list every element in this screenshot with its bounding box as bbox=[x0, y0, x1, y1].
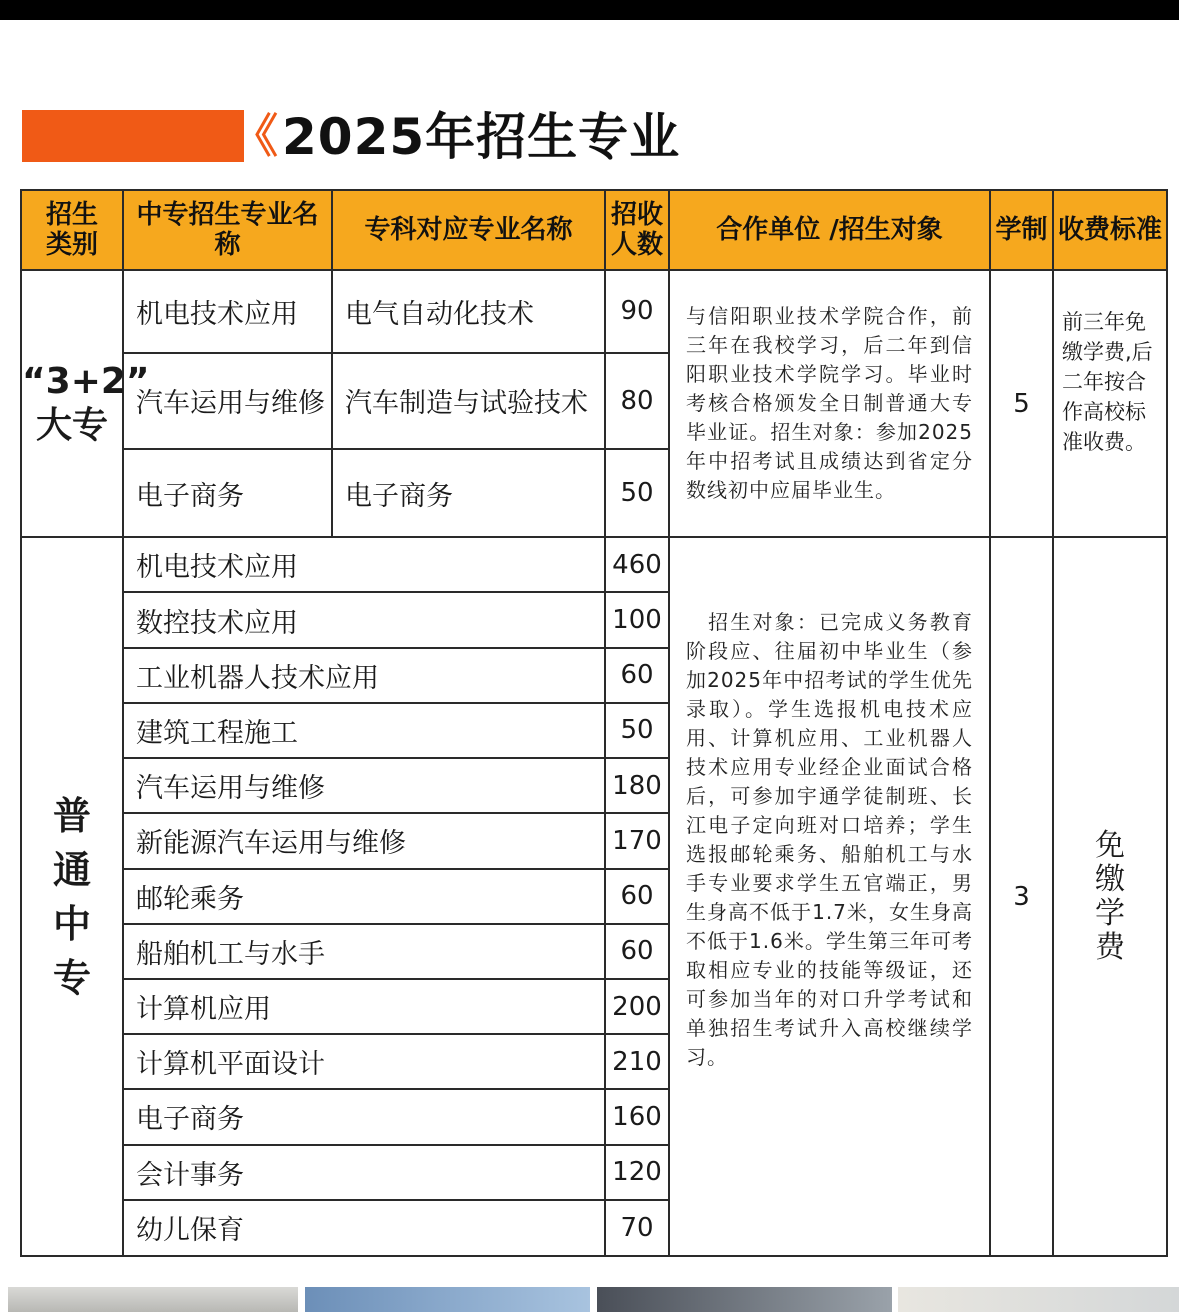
secondary-major-cell: 幼儿保育 bbox=[123, 1200, 605, 1256]
enrollment-count-cell: 460 bbox=[605, 537, 669, 592]
category-32-line2: 大专 bbox=[35, 404, 108, 446]
secondary-major-cell: 会计事务 bbox=[123, 1145, 605, 1200]
top-black-bar bbox=[0, 0, 1179, 20]
photo-strip bbox=[0, 1287, 1179, 1312]
fee-general bbox=[1053, 537, 1167, 1256]
secondary-major-cell: 工业机器人技术应用 bbox=[123, 648, 605, 703]
enrollment-count-cell: 100 bbox=[605, 592, 669, 647]
fee-32: 前三年免缴学费,后二年按合作高校标准收费。 bbox=[1053, 270, 1167, 537]
enrollment-count-cell: 120 bbox=[605, 1145, 669, 1200]
enrollment-count-cell: 70 bbox=[605, 1200, 669, 1256]
enrollment-table bbox=[20, 189, 1168, 1257]
enrollment-count-cell: 50 bbox=[605, 703, 669, 758]
enrollment-count-cell: 210 bbox=[605, 1034, 669, 1089]
header-fee: 收费标准 bbox=[1053, 190, 1167, 270]
college-major-cell: 汽车制造与试验技术 bbox=[332, 353, 605, 449]
header-category: 招生类别 bbox=[21, 190, 123, 270]
category-general bbox=[21, 537, 123, 1256]
title-accent-bar bbox=[22, 110, 244, 162]
enrollment-count-cell: 160 bbox=[605, 1089, 669, 1144]
secondary-major-cell: 计算机应用 bbox=[123, 979, 605, 1034]
secondary-major-cell: 机电技术应用 bbox=[123, 537, 605, 592]
secondary-major-cell: 数控技术应用 bbox=[123, 592, 605, 647]
secondary-major-cell: 建筑工程施工 bbox=[123, 703, 605, 758]
enrollment-count-cell: 180 bbox=[605, 758, 669, 813]
header-college-major: 专科对应专业名称 bbox=[332, 190, 605, 270]
fee-char: 学 bbox=[1095, 895, 1125, 931]
enrollment-count-cell: 60 bbox=[605, 924, 669, 979]
secondary-major-cell: 汽车运用与维修 bbox=[123, 353, 332, 449]
enrollment-count-cell: 50 bbox=[605, 449, 669, 537]
secondary-major-cell: 计算机平面设计 bbox=[123, 1034, 605, 1089]
header-duration: 学制 bbox=[990, 190, 1053, 270]
category-32-line1: “3+2” bbox=[22, 360, 150, 402]
secondary-major-cell: 船舶机工与水手 bbox=[123, 924, 605, 979]
secondary-major-cell: 电子商务 bbox=[123, 449, 332, 537]
college-major-cell: 电气自动化技术 bbox=[332, 270, 605, 352]
enrollment-count-cell: 200 bbox=[605, 979, 669, 1034]
secondary-major-cell: 机电技术应用 bbox=[123, 270, 332, 352]
secondary-major-cell: 电子商务 bbox=[123, 1089, 605, 1144]
enrollment-count-cell: 80 bbox=[605, 353, 669, 449]
table-row bbox=[21, 537, 1167, 592]
fee-char: 免 bbox=[1095, 827, 1125, 863]
fee-char: 费 bbox=[1095, 929, 1125, 965]
header-enrollment: 招收人数 bbox=[605, 190, 669, 270]
title-chevron: 《 bbox=[232, 109, 278, 163]
secondary-major-cell: 邮轮乘务 bbox=[123, 869, 605, 924]
photo-thumbnail bbox=[8, 1287, 298, 1312]
page-title: 2025年招生专业 bbox=[282, 108, 681, 166]
college-major-cell: 电子商务 bbox=[332, 449, 605, 537]
photo-thumbnail bbox=[597, 1287, 892, 1312]
photo-thumbnail bbox=[305, 1287, 590, 1312]
partner-description-general: 招生对象：已完成义务教育阶段应、往届初中毕业生（参加2025年中招考试的学生优先录取）。学生选报机电技术应用、计算机应用、工业机器人技术应用专业经企业面试合格后，可参加宇通学徒制班、长江电子定向班对口培养；学生选报邮轮乘务、船舶机工与水手专业要求学生五官端正，男生身高不低于1.7米，女生身高不低于1.6米。学生第三年可考取相应专业的技能等级证，还可参加当年的对口升学考试和单独招生考试升入高校继续学习。 bbox=[669, 537, 990, 1256]
photo-thumbnail bbox=[898, 1287, 1179, 1312]
secondary-major-cell: 新能源汽车运用与维修 bbox=[123, 813, 605, 868]
duration-general: 3 bbox=[990, 537, 1053, 1256]
enrollment-count-cell: 60 bbox=[605, 648, 669, 703]
duration-32: 5 bbox=[990, 270, 1053, 537]
header-partner: 合作单位 /招生对象 bbox=[669, 190, 990, 270]
fee-char: 缴 bbox=[1095, 861, 1125, 897]
secondary-major-cell: 汽车运用与维修 bbox=[123, 758, 605, 813]
partner-description-32: 与信阳职业技术学院合作，前三年在我校学习，后二年到信阳职业技术学院学习。毕业时考核合格颁发全日制普通大专毕业证。招生对象：参加2025年中招考试且成绩达到省定分数线初中应届毕业生。 bbox=[669, 270, 990, 537]
enrollment-count-cell: 90 bbox=[605, 270, 669, 352]
header-row bbox=[21, 190, 1167, 270]
category-char: 中 bbox=[52, 901, 91, 946]
enrollment-count-cell: 60 bbox=[605, 869, 669, 924]
category-32 bbox=[21, 270, 150, 537]
category-char: 专 bbox=[52, 955, 91, 1000]
category-char: 普 bbox=[52, 793, 91, 838]
category-char: 通 bbox=[52, 847, 91, 892]
table-row bbox=[21, 270, 1167, 352]
header-secondary-major: 中专招生专业名称 bbox=[123, 190, 332, 270]
enrollment-count-cell: 170 bbox=[605, 813, 669, 868]
